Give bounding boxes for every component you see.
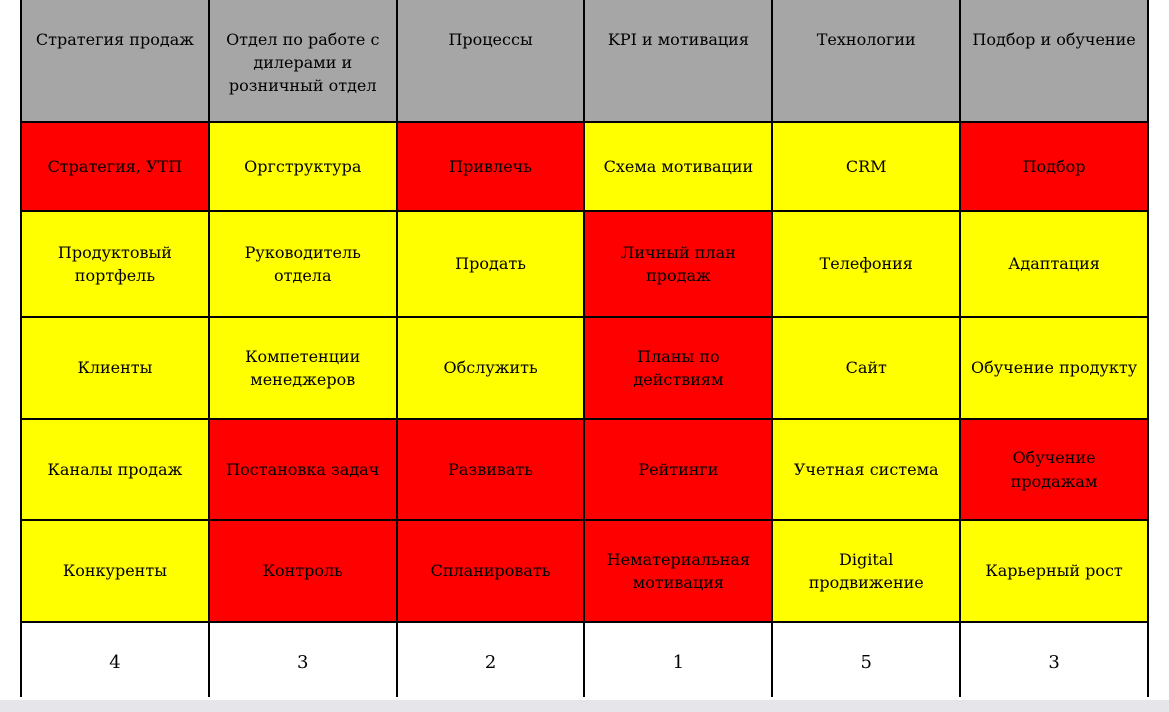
table-cell: Постановка задач bbox=[209, 419, 397, 520]
score-cell: 4 bbox=[21, 622, 209, 697]
table-cell: Учетная система bbox=[772, 419, 960, 520]
table-cell: Digital продвижение bbox=[772, 520, 960, 622]
table-cell: Рейтинги bbox=[584, 419, 772, 520]
table-cell: Нематериальная мотивация bbox=[584, 520, 772, 622]
table-cell: Сайт bbox=[772, 317, 960, 419]
table-cell: Планы по действиям bbox=[584, 317, 772, 419]
score-cell: 1 bbox=[584, 622, 772, 697]
header-kpi-motivation: KPI и мотивация bbox=[584, 0, 772, 122]
header-sales-strategy: Стратегия продаж bbox=[21, 0, 209, 122]
table-cell: Личный план продаж bbox=[584, 211, 772, 317]
table-cell: Компетенции менеджеров bbox=[209, 317, 397, 419]
score-row bbox=[21, 622, 1148, 697]
table-row bbox=[21, 520, 1148, 622]
table-cell: Телефония bbox=[772, 211, 960, 317]
table-row bbox=[21, 419, 1148, 520]
table-cell: Подбор bbox=[960, 122, 1148, 211]
table-cell: Обучение продажам bbox=[960, 419, 1148, 520]
table-cell: Спланировать bbox=[397, 520, 585, 622]
header-technologies: Технологии bbox=[772, 0, 960, 122]
score-cell: 5 bbox=[772, 622, 960, 697]
table-cell: Стратегия, УТП bbox=[21, 122, 209, 211]
header-dealer-retail-dept: Отдел по работе с дилерами и розничный отдел bbox=[209, 0, 397, 122]
table-row bbox=[21, 122, 1148, 211]
score-cell: 2 bbox=[397, 622, 585, 697]
table-cell: Привлечь bbox=[397, 122, 585, 211]
table-cell: Конкуренты bbox=[21, 520, 209, 622]
header-hiring-training: Подбор и обучение bbox=[960, 0, 1148, 122]
header-processes: Процессы bbox=[397, 0, 585, 122]
table-row bbox=[21, 317, 1148, 419]
table-cell: Клиенты bbox=[21, 317, 209, 419]
table-cell: Развивать bbox=[397, 419, 585, 520]
score-cell: 3 bbox=[209, 622, 397, 697]
table-cell: Продуктовый портфель bbox=[21, 211, 209, 317]
table-cell: Обучение продукту bbox=[960, 317, 1148, 419]
table-row bbox=[21, 211, 1148, 317]
score-cell: 3 bbox=[960, 622, 1148, 697]
table-cell: Оргструктура bbox=[209, 122, 397, 211]
table-cell: Адаптация bbox=[960, 211, 1148, 317]
table-cell: CRM bbox=[772, 122, 960, 211]
header-row bbox=[21, 0, 1148, 122]
table-cell: Продать bbox=[397, 211, 585, 317]
table-cell: Схема мотивации bbox=[584, 122, 772, 211]
table-cell: Руководитель отдела bbox=[209, 211, 397, 317]
bottom-scroll-strip bbox=[0, 700, 1169, 712]
table-cell: Обслужить bbox=[397, 317, 585, 419]
table-cell: Карьерный рост bbox=[960, 520, 1148, 622]
table-cell: Каналы продаж bbox=[21, 419, 209, 520]
table-cell: Контроль bbox=[209, 520, 397, 622]
sales-assessment-matrix bbox=[20, 0, 1149, 697]
